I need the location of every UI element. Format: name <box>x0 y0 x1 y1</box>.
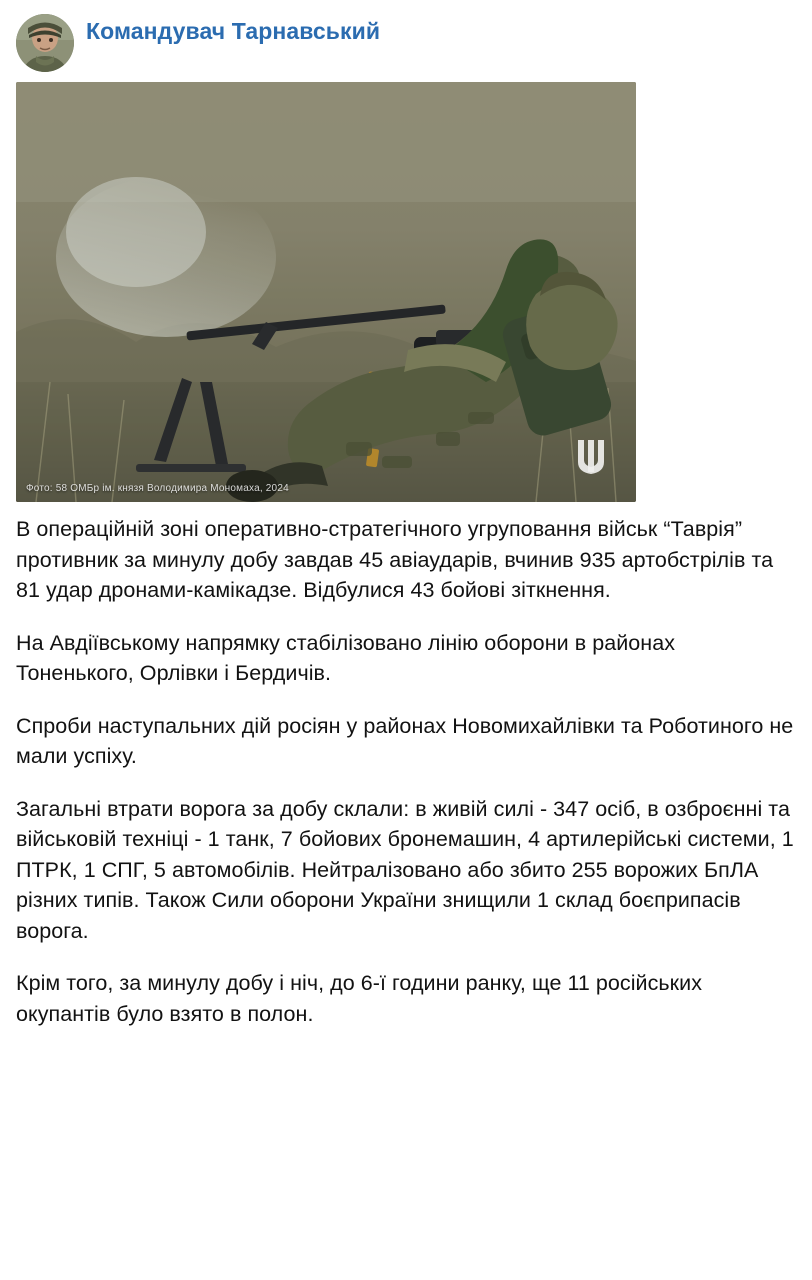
post-paragraph: Загальні втрати ворога за добу склали: в живій силі - 347 осіб, в озброєнні та військовій техніці - 1 танк, 7 бойових бронемашин, 4 артилерійські системи, 1 ПТРК, 1 СПГ, 5 автомобілів. Нейтралізовано або збито 255 ворожих БпЛА різних типів. Також Сили оборони України знищили 1 склад боєприпасів ворога. <box>16 796 794 943</box>
channel-name[interactable]: Командувач Тарнавський <box>86 18 381 44</box>
post-paragraph: Крім того, за минулу добу і ніч, до 6-ї години ранку, ще 11 російських окупантів було взято в полон. <box>16 971 702 1026</box>
post-image[interactable] <box>16 82 636 502</box>
machine-gunner-photo <box>16 82 636 502</box>
post-text <box>16 514 796 1029</box>
post-paragraph: В операційній зоні оперативно-стратегічного угруповання військ “Таврія” противник за минулу добу завдав 45 авіаударів, вчинив 935 артобстрілів та 81 удар дронами-камікадзе. Відбулися 43 бойові зіткнення. <box>16 517 774 603</box>
photo-credit: Фото: 58 ОМБр ім. князя Володимира Мономаха, 2024 <box>26 483 289 494</box>
post-header <box>16 14 796 72</box>
ukrainian-trident-watermark <box>568 434 614 480</box>
header-body <box>86 14 796 44</box>
soldier-portrait-avatar <box>16 14 74 72</box>
avatar[interactable] <box>16 14 74 72</box>
post-paragraph: Спроби наступальних дій росіян у районах Новомихайлівки та Роботиного не мали успіху. <box>16 713 794 769</box>
post-paragraph: На Авдіївському напрямку стабілізовано лінію оборони в районах Тоненького, Орлівки і Бердичів. <box>16 630 676 686</box>
